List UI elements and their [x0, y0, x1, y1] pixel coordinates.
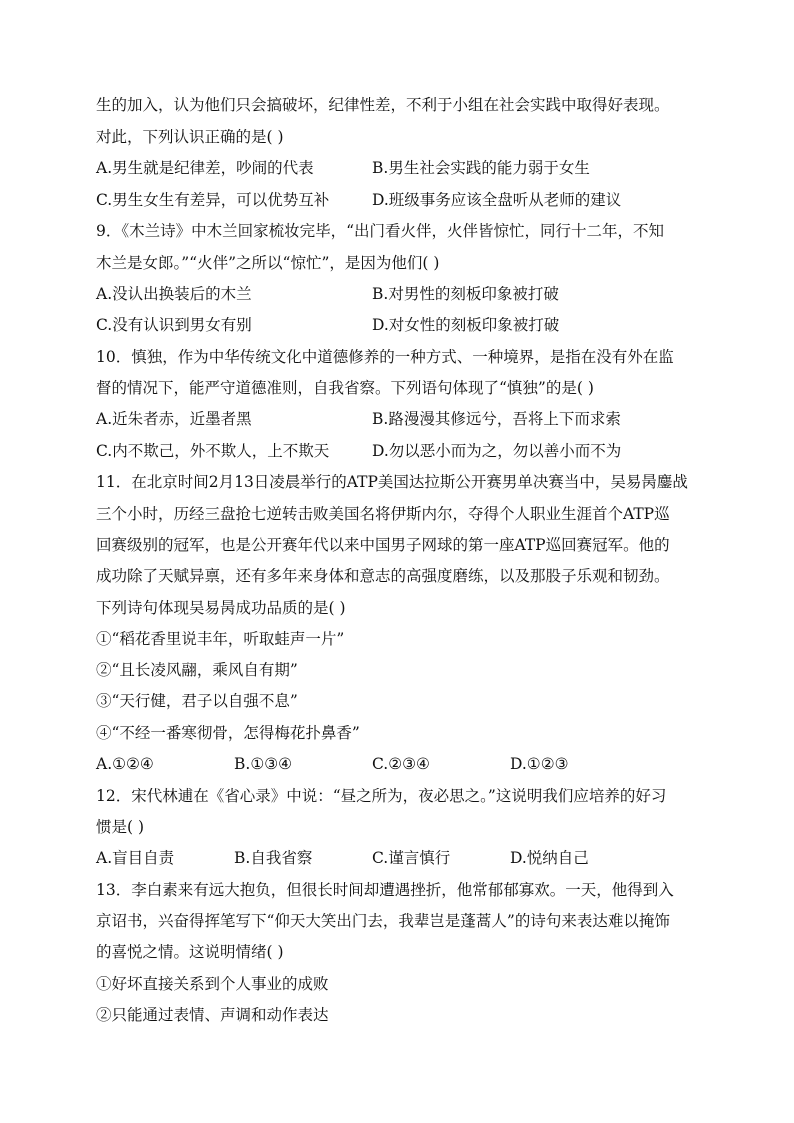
q10-line-2: 督的情况下，能严守道德准则，自我省察。下列语句体现了“慎独”的是( ): [96, 379, 594, 397]
q8-option-d: D.班级事务应该全盘听从老师的建议: [372, 191, 622, 209]
q11-line-5: 下列诗句体现吴易昺成功品质的是( ): [96, 599, 346, 617]
q13-item-1: ①好坏直接关系到个人事业的成败: [96, 975, 329, 993]
q11-option-d: D.①②③: [510, 755, 569, 773]
q10-line-1: 10．慎独，作为中华传统文化中道德修养的一种方式、一种境界，是指在没有外在监: [96, 348, 674, 366]
q11-item-1: ①“稻花香里说丰年，听取蛙声一片”: [96, 630, 345, 648]
q13-line-2: 京诏书，兴奋得挥笔写下“仰天大笑出门去，我辈岂是蓬蒿人”的诗句来表达难以掩饰: [96, 912, 670, 930]
q11-option-c: C.②③④: [372, 755, 430, 773]
q11-line-1: 11．在北京时间2月13日凌晨举行的ATP美国达拉斯公开赛男单决赛当中，吴易昺鏖战: [96, 473, 688, 491]
q9-line-2: 木兰是女郎。”“火伴”之所以“惊忙”，是因为他们( ): [96, 254, 440, 272]
q12-line-2: 惯是( ): [96, 818, 145, 836]
q11-option-a: A.①②④: [96, 755, 154, 773]
q12-option-c: C.谨言慎行: [372, 849, 451, 867]
q11-item-3: ③“天行健，君子以自强不息”: [96, 692, 298, 710]
q12-option-d: D.悦纳自己: [510, 849, 589, 867]
q9-option-c: C.没有认识到男女有别: [96, 316, 252, 334]
q9-option-d: D.对女性的刻板印象被打破: [372, 316, 560, 334]
q10-option-d: D.勿以恶小而为之，勿以善小而不为: [372, 442, 622, 460]
q10-option-c: C.内不欺己，外不欺人，上不欺天: [96, 442, 330, 460]
q11-option-b: B.①③④: [234, 755, 293, 773]
q8-option-a: A.男生就是纪律差，吵闹的代表: [96, 159, 314, 177]
q8-option-c: C.男生女生有差异，可以优势互补: [96, 191, 330, 209]
q11-line-2: 三个小时，历经三盘抢七逆转击败美国名将伊斯内尔，夺得个人职业生涯首个ATP巡: [96, 505, 670, 523]
q13-line-3: 的喜悦之情。这说明情绪( ): [96, 943, 284, 961]
q11-item-4: ④“不经一番寒彻骨，怎得梅花扑鼻香”: [96, 724, 360, 742]
q11-line-4: 成功除了天赋异禀，还有多年来身体和意志的高强度磨练，以及那股子乐观和韧劲。: [96, 567, 670, 585]
q9-line-1: 9．《木兰诗》中木兰回家梳妆完毕，“出门看火伴，火伴皆惊忙，同行十二年，不知: [96, 222, 665, 240]
q9-option-a: A.没认出换装后的木兰: [96, 285, 252, 303]
q11-item-2: ②“且长凌风翮，乘风自有期”: [96, 661, 298, 679]
q11-line-3: 回赛级别的冠军，也是公开赛年代以来中国男子网球的第一座ATP巡回赛冠军。他的: [96, 536, 670, 554]
q12-option-b: B.自我省察: [234, 849, 313, 867]
q8-line-2: 对此，下列认识正确的是( ): [96, 128, 284, 146]
q13-item-2: ②只能通过表情、声调和动作表达: [96, 1006, 329, 1024]
q9-option-b: B.对男性的刻板印象被打破: [372, 285, 559, 303]
q12-option-a: A.盲目自责: [96, 849, 175, 867]
q8-option-b: B.男生社会实践的能力弱于女生: [372, 159, 590, 177]
q8-line-1: 生的加入，认为他们只会搞破坏，纪律性差，不利于小组在社会实践中取得好表现。: [96, 96, 670, 114]
q10-option-b: B.路漫漫其修远兮，吾将上下而求索: [372, 410, 621, 428]
q12-line-1: 12．宋代林逋在《省心录》中说：“昼之所为，夜必思之。”这说明我们应培养的好习: [96, 787, 667, 805]
q10-option-a: A.近朱者赤，近墨者黑: [96, 410, 252, 428]
q13-line-1: 13．李白素来有远大抱负，但很长时间却遭遇挫折，他常郁郁寡欢。一天，他得到入: [96, 881, 674, 899]
